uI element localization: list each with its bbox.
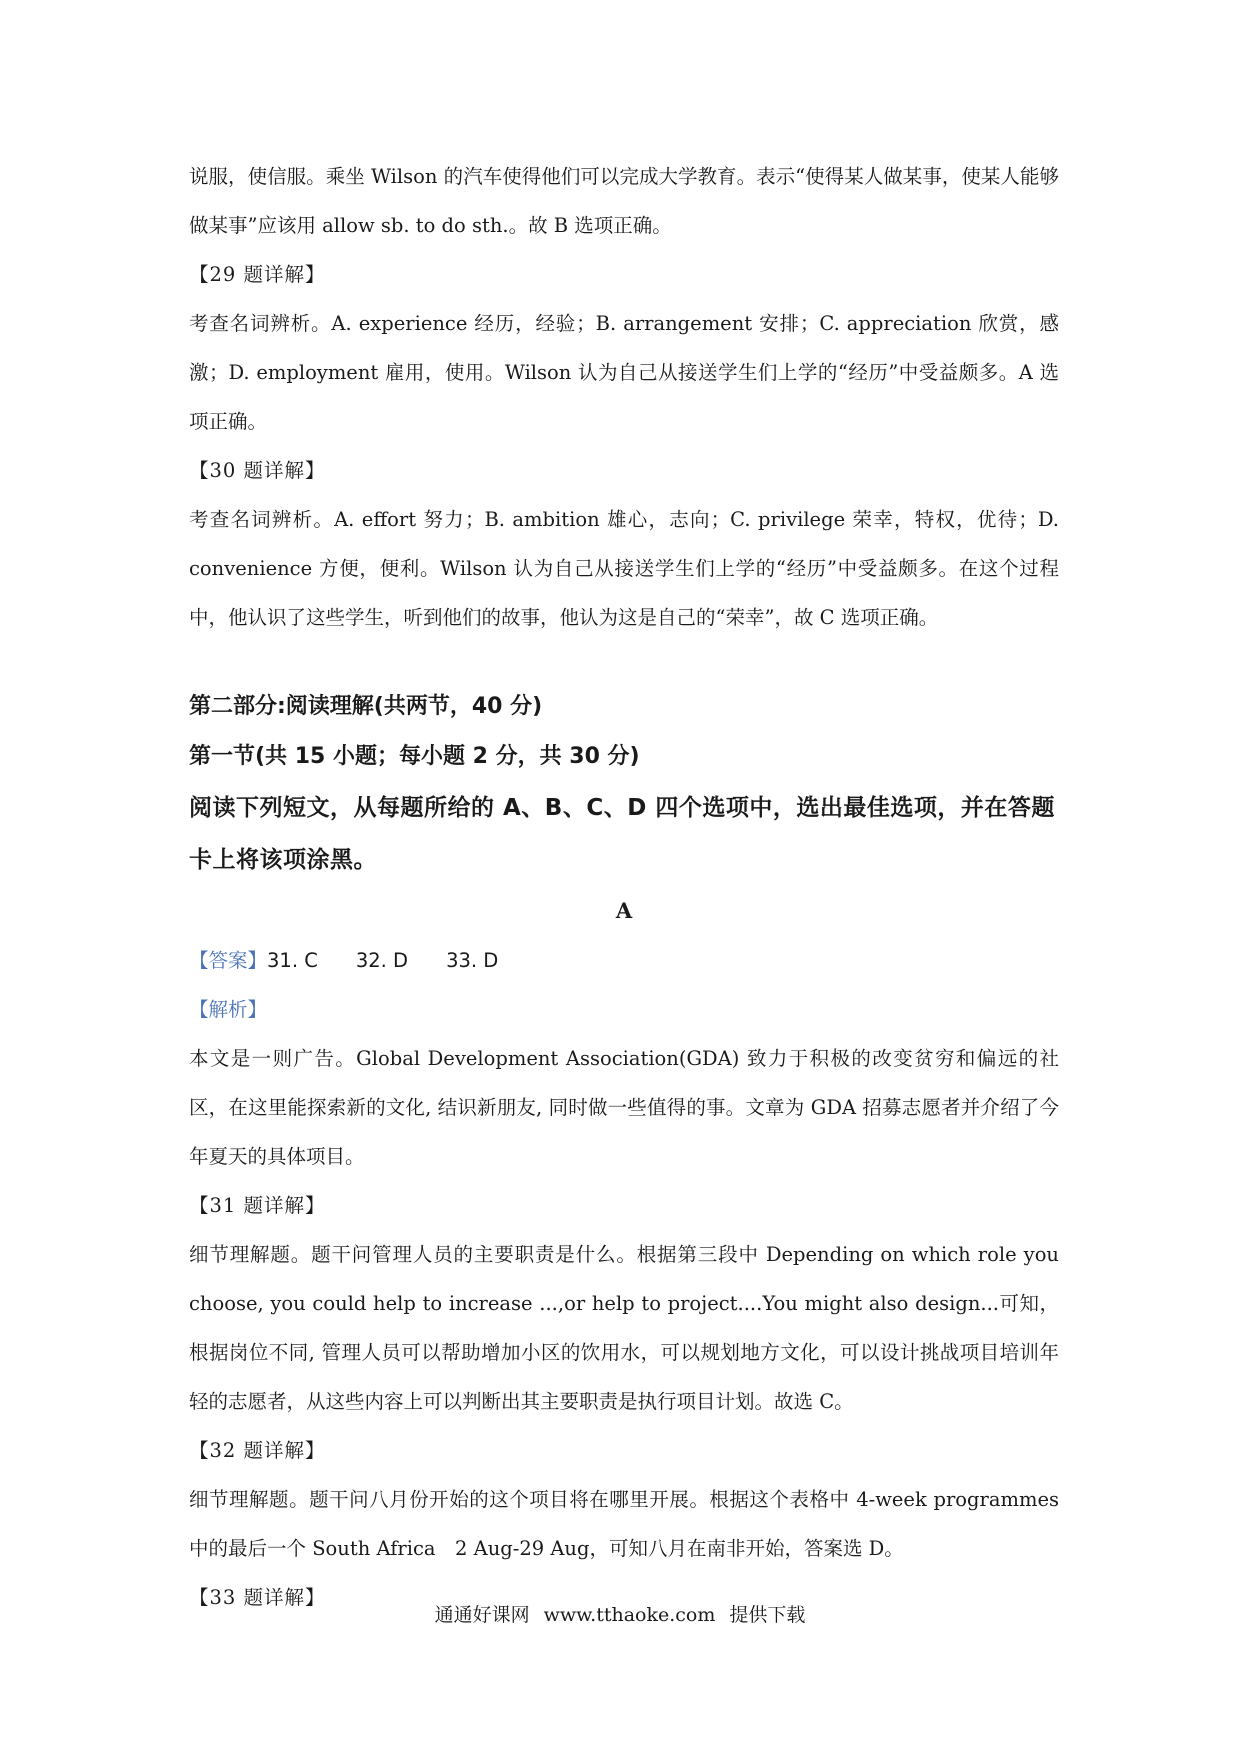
answer-item: 32. D xyxy=(355,949,409,972)
heading-q32: 【32 题详解】 xyxy=(189,1439,326,1462)
paragraph-q31: 细节理解题。题干问管理人员的主要职责是什么。根据第三段中 Depending on which role you choose, you could help to increase ...,or help to project....You might also design...可知，根据岗位不同, 管理人员可以帮助增加小区的饮用水，可以规划地方文化，可以设计挑战项目培训年轻的志愿者，从这些内容上可以判断出其主要职责是执行项目计划。故选 C。 xyxy=(189,1243,1059,1413)
answer-label: 【答案】 xyxy=(189,949,268,972)
answer-item: 31. C xyxy=(267,949,318,972)
footer-url: www.tthaoke.com xyxy=(543,1604,716,1626)
heading-q29: 【29 题详解】 xyxy=(189,263,326,286)
paragraph-analysis: 本文是一则广告。Global Development Association(GDA) 致力于积极的改变贫穷和偏远的社区，在这里能探索新的文化, 结识新朋友, 同时做一些值得的事。文章为 GDA 招募志愿者并介绍了今年夏天的具体项目。 xyxy=(189,1047,1059,1168)
paragraph-q29: 考查名词辨析。A. experience 经历，经验；B. arrangement 安排；C. appreciation 欣赏，感激；D. employment 雇用，使用。Wilson 认为自己从接送学生们上学的“经历”中受益颇多。A 选项正确。 xyxy=(189,312,1059,433)
section-spacer xyxy=(189,642,1059,682)
analysis-label-line xyxy=(189,985,1059,1034)
paragraph-q28-continuation: 说服，使信服。乘坐 Wilson 的汽车使得他们可以完成大学教育。表示“使得某人做某事，使某人能够做某事”应该用 allow sb. to do sth.。故 B 选项正确。 xyxy=(189,165,1059,237)
footer-suffix: 提供下载 xyxy=(729,1604,806,1626)
page-content xyxy=(189,152,1059,1622)
paragraph-q32: 细节理解题。题干问八月份开始的这个项目将在哪里开展。根据这个表格中 4-week programmes 中的最后一个 South Africa 2 Aug-29 Aug，可知八月在南非开始，答案选 D。 xyxy=(189,1488,1059,1560)
section-one-title: 第一节(共 15 小题；每小题 2 分，共 30 分) xyxy=(189,744,640,769)
heading-q33: 【33 题详解】 xyxy=(189,1586,326,1609)
answer-line xyxy=(189,936,1059,985)
reading-instruction: 阅读下列短文，从每题所给的 A、B、C、D 四个选项中，选出最佳选项，并在答题卡上将该项涂黑。 xyxy=(189,795,1055,873)
paragraph-q30: 考查名词辨析。A. effort 努力；B. ambition 雄心，志向；C. privilege 荣幸，特权，优待；D. convenience 方便，便利。Wilson 认为自己从接送学生们上学的“经历”中受益颇多。在这个过程中，他认识了这些学生，听到他们的故事，他认为这是自己的“荣幸”，故 C 选项正确。 xyxy=(189,508,1059,629)
page-footer xyxy=(0,1600,1240,1627)
analysis-label: 【解析】 xyxy=(189,998,268,1021)
heading-q30: 【30 题详解】 xyxy=(189,459,326,482)
footer-site-name: 通通好课网 xyxy=(434,1604,530,1626)
heading-q31: 【31 题详解】 xyxy=(189,1194,326,1217)
passage-letter: A xyxy=(615,898,633,923)
answer-item: 33. D xyxy=(446,949,499,972)
part-two-title: 第二部分:阅读理解(共两节，40 分) xyxy=(189,694,543,719)
